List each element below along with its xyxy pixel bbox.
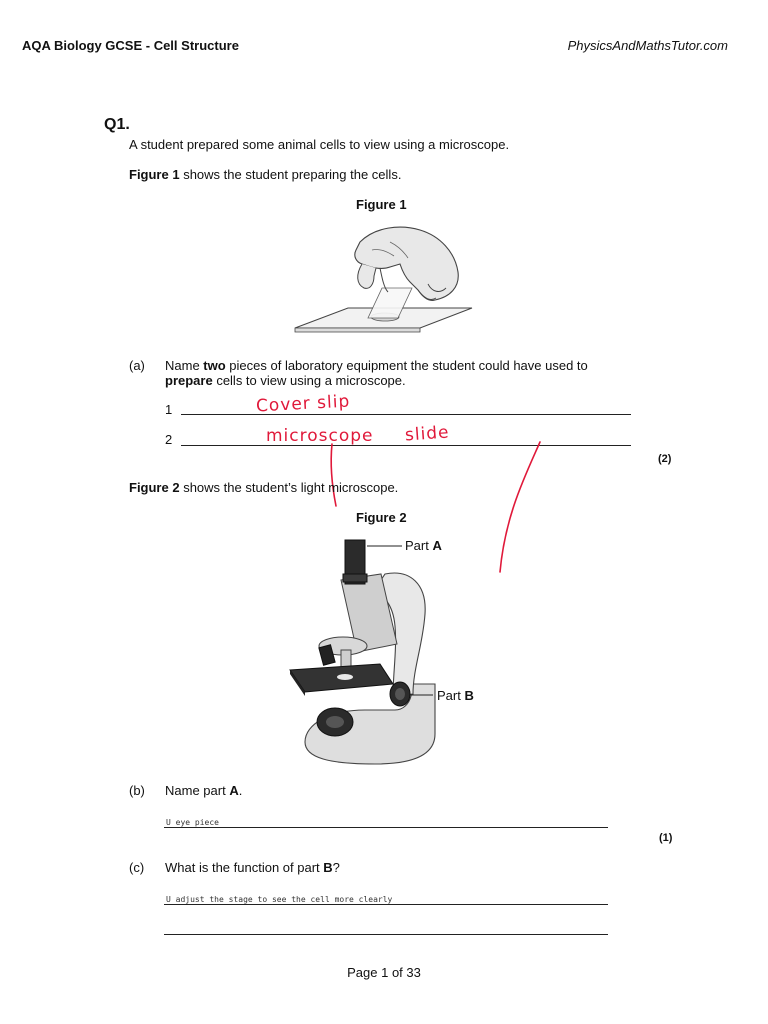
part-c-text-post: ? [332,860,340,875]
answer-line-2-number: 2 [165,432,173,447]
part-a-text-two: two [203,358,226,373]
answer-line-1-number: 1 [165,402,173,417]
figure1-caption: Figure 1 [356,197,407,212]
part-a-question-line1 [165,358,588,374]
footer-of-label: of [391,965,403,980]
part-b-text-post: . [238,783,243,798]
label-part-b-letter: B [464,688,474,703]
figure2-caption: Figure 2 [356,510,407,525]
part-b-typed-answer: U eye piece [166,818,219,827]
question-intro: A student prepared some animal cells to view using a microscope. [129,137,510,152]
answer-line-1[interactable] [181,414,631,415]
figure1-ref-rest: shows the student preparing the cells. [179,167,402,182]
figure2-ref-rest: shows the student’s light microscope. [179,480,399,495]
footer-page-label: Page [347,965,378,980]
part-a-text-prepare: prepare [165,373,213,388]
figure2-ref-bold: Figure 2 [129,480,180,495]
figure2-microscope-illustration [285,534,500,769]
figure2-reference [129,480,398,496]
header-site: PhysicsAndMathsTutor.com [567,38,728,53]
part-b-text-bold: A [229,783,239,798]
part-a-letter: (a) [129,358,145,373]
part-c-letter: (c) [129,860,145,875]
figure1-reference [129,167,401,183]
part-b-answer-line[interactable] [164,827,608,828]
part-a-text-1: Name [165,358,204,373]
part-c-answer-line-1[interactable] [164,904,608,905]
handwritten-answer-2b: slide [404,422,451,446]
handwritten-answer-1: Cover slip [255,391,351,417]
question-number: Q1. [104,116,130,133]
part-c-text-bold: B [323,860,333,875]
part-b-text-pre: Name part [165,783,230,798]
header-title: AQA Biology GCSE - Cell Structure [22,38,239,53]
label-part-b [437,688,474,704]
label-part-a-letter: A [432,538,442,553]
part-a-marks: (2) [658,453,672,465]
part-c-typed-answer: U adjust the stage to see the cell more clearly [166,895,393,904]
part-c-question [165,860,340,876]
label-part-a-prefix: Part [405,538,433,553]
figure1-illustration [290,222,480,334]
part-a-text-3: pieces of laboratory equipment the student could have used to [225,358,588,373]
part-b-marks: (1) [659,832,673,844]
page-footer [0,965,768,980]
part-a-text-5: cells to view using a microscope. [212,373,406,388]
figure1-ref-bold: Figure 1 [129,167,180,182]
part-a-question-line2 [165,373,406,389]
part-b-letter: (b) [129,783,145,798]
footer-page-number: 1 [381,965,389,980]
label-part-a [405,538,442,554]
footer-page-total: 33 [406,965,421,980]
handwritten-answer-2a: microscope [266,426,374,446]
part-c-text-pre: What is the function of part [165,860,324,875]
part-c-answer-line-2[interactable] [164,934,608,935]
label-part-b-prefix: Part [437,688,465,703]
part-b-question [165,783,242,799]
